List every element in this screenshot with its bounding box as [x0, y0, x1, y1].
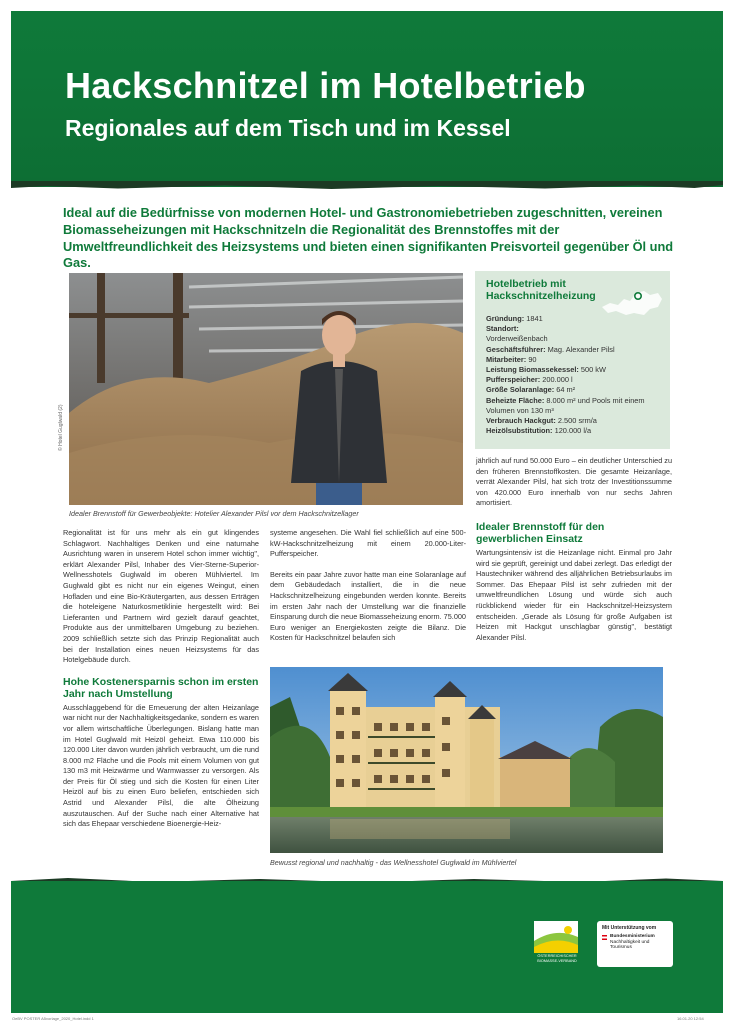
body-paragraph: Wartungsintensiv ist die Heizanlage nicht. Einmal pro Jahr wird sie geprüft, gereinigt und dabei zerlegt. Das erledigt der Haustechniker während des alljährlichen Betriebsurlaubs im Sommer. Das Ehepaar Pilsl ist sehr zufrieden mit der umweltfreundlichen Lösung und würde sich auch rückblickend wieder für ein Hackschnitzel-Heizsystem entscheiden. „Gerade als Lösung für große Aufgaben ist Heizen mit Hackgut unschlagbar günstig", bestätigt Alexander Pilsl. [476, 547, 672, 642]
ministry-name: Bundesministerium [610, 934, 655, 939]
body-paragraph: jährlich auf rund 50.000 Euro – ein deutlicher Unterschied zu den früheren Brennstoffkosten. Die gesamte Heizanlage, verrät Alexander Pilsl, hat sich trotz der Investitionssumme von 420.000 Euro innerhalb von nur sechs Jahren amortisiert. [476, 456, 672, 508]
fact-item: Pufferspeicher: 200.000 l [486, 375, 573, 385]
ministry-line-2: Nachhaltigkeit und [610, 939, 650, 945]
fact-item: Größe Solaranlage: 64 m² [486, 385, 576, 395]
body-paragraph: systeme angesehen. Die Wahl fiel schließlich auf eine 500-kW-Hackschnitzelheizung mit einem 20.000-Liter-Pufferspeicher. [270, 528, 466, 559]
ministry-support-badge [597, 921, 673, 967]
page-title: Hackschnitzel im Hotelbetrieb [65, 65, 586, 106]
text-column-3 [476, 456, 672, 643]
fact-item: Mitarbeiter: 90 [486, 354, 537, 364]
photo2-caption: Bewusst regional und nachhaltig - das Wellnesshotel Guglwald im Mühlviertel [270, 858, 517, 867]
facts-box [475, 271, 670, 449]
section-heading-savings: Hohe Kostenersparnis schon im ersten Jahr nach Umstellung [63, 675, 259, 701]
facts-title: Hotelbetrieb mit Hackschnitzelheizung [486, 278, 596, 302]
header-torn-edge [11, 181, 723, 191]
hotelier-photo [69, 273, 463, 505]
text-column-1 [63, 528, 259, 830]
page-subtitle: Regionales auf dem Tisch und im Kessel [65, 115, 511, 141]
header-banner [11, 11, 723, 187]
poster-page [11, 11, 723, 1013]
text-column-2 [270, 528, 466, 644]
print-slug-file: OeBV POSTER A5vorlage_2020_Hotel.indd 1 [12, 1016, 94, 1021]
fact-item: Heizölsubstitution: 120.000 l/a [486, 426, 592, 436]
lead-paragraph: Ideal auf die Bedürfnisse von modernen Hotel- und Gastronomiebetrieben zugeschnitten, vereinen Biomasseheizungen mit Hackschnitzeln die Regionalität des Brennstoffes mit der Umweltfreundlichkeit des Heizsystems und bieten einen signifikanten Preisvorteil gegenüber Öl und Gas. [63, 205, 674, 271]
ministry-line-3: Tourismus [610, 945, 632, 951]
body-paragraph: Bereits ein paar Jahre zuvor hatte man eine Solaranlage auf dem Gebäudedach installiert, die in die neue Hackschnitzelheizung eingebunden werden konnte. Bereits im ersten Jahr nach der Umstellung war die finanzielle Einsparung durch die neue Biomasseheizung enorm. 75.000 Euro weniger an Energiekosten zeigte die Bilanz. Die Kosten für Hackschnitzel belaufen sich [270, 569, 466, 643]
fact-item: Beheizte Fläche: 8.000 m² und Pools mit einem Volumen von 130 m³ [486, 395, 645, 415]
fact-item: Verbrauch Hackgut: 2.500 srm/a [486, 416, 597, 426]
austria-flag-icon [602, 935, 607, 940]
austria-map-icon [600, 285, 664, 319]
body-paragraph: Ausschlaggebend für die Erneuerung der alten Heizanlage war nicht nur der Nachhaltigkeitsgedanke, sondern es waren vor allem wirtschaftliche Überlegungen. Bislang hatte man im Hotel Guglwald mit Heizöl geheizt. Etwa 110.000 bis 120.000 Liter davon wurden jährlich verbraucht, um die rund 8.000 m2 Fläche und die Pools mit einem Volumen von gut 130 m3 mit Heizwärme und Warmwasser zu versorgen. Als der Preis für Öl stieg und sich die Kosten für einen Liter Heizöl auf bis zu einen Euro beliefen, entschieden sich Astrid und Alexander Pilsl, die alte Ölheizung auszutauschen. Auf der Suche nach einer Alternative hat sich das Ehepaar verschiedene Bioenergie-Heiz- [63, 702, 259, 829]
print-slug-date: 16.01.20 12:54 [677, 1016, 704, 1021]
hotel-photo [270, 667, 663, 853]
photo1-caption: Idealer Brennstoff für Gewerbeobjekte: Hotelier Alexander Pilsl vor dem Hackschnitzellager [69, 509, 359, 518]
fact-item: Gründung: 1841 [486, 314, 543, 323]
fact-item: Geschäftsführer: Mag. Alexander Pilsl [486, 344, 615, 354]
photo-credit: © Hotel Guglwald (2) [58, 404, 64, 451]
fact-item: Leistung Biomassekessel: 500 kW [486, 365, 606, 375]
support-title: Mit Unterstützung vom [602, 925, 657, 931]
facts-list [486, 314, 659, 436]
section-heading-fuel: Idealer Brennstoff für den gewerblichen Einsatz [476, 520, 605, 546]
biomasse-verband-logo-text: ÖSTERREICHISCHER BIOMASSE-VERBAND [537, 954, 577, 963]
fact-item: Standort: Vorderweißenbach [486, 324, 548, 344]
body-paragraph: Regionalität ist für uns mehr als ein gut klingendes Schlagwort. Nachhaltiges Denken und eine naturnahe Ausrichtung waren in unserem Hotel schon immer wichtig", erklärt Alexander Pilsl, Inhaber des Vier-Sterne-Superior-Wellnesshotels Guglwald im oberen Mühlviertel. Im Guglwald gibt es nicht nur ein eigenes Weingut, einen Hofladen und eine Bio-Kräutergarten, aus dessen Erträgen die hoteleigene Naturkosmetiklinie hergestellt wird: Bei Lieferanten und Partnern wird gezielt darauf geachtet, Produkte aus der unmittelbaren Umgebung zu beziehen. 2009 schließlich setzte sich das Prinzip Regionalität auch bei der Installation eines neuen Heizsystems für das Hotelgebäude durch. [63, 528, 259, 665]
